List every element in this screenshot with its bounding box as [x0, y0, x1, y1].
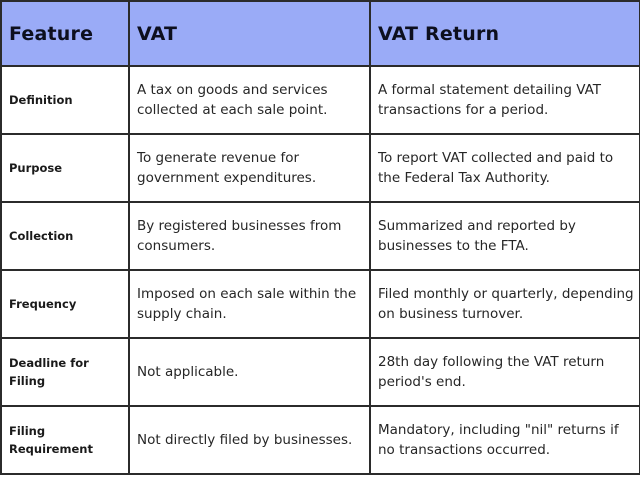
- table-row: [1, 270, 640, 338]
- cell-vat: Not applicable.: [129, 338, 370, 406]
- cell-vat-return: 28th day following the VAT return period's end.: [370, 338, 640, 406]
- cell-vat: Imposed on each sale within the supply chain.: [129, 270, 370, 338]
- table-row: [1, 338, 640, 406]
- table-row: [1, 202, 640, 270]
- table-row: [1, 406, 640, 474]
- header-row: [1, 1, 640, 66]
- header-vat-return: VAT Return: [370, 1, 640, 66]
- cell-vat: By registered businesses from consumers.: [129, 202, 370, 270]
- row-label-filing-requirement: Filing Requirement: [1, 406, 129, 474]
- cell-vat-return: To report VAT collected and paid to the Federal Tax Authority.: [370, 134, 640, 202]
- row-label-purpose: Purpose: [1, 134, 129, 202]
- row-label-collection: Collection: [1, 202, 129, 270]
- row-label-deadline: Deadline for Filing: [1, 338, 129, 406]
- row-label-definition: Definition: [1, 66, 129, 134]
- cell-vat: Not directly filed by businesses.: [129, 406, 370, 474]
- header-feature: Feature: [1, 1, 129, 66]
- cell-vat-return: Summarized and reported by businesses to the FTA.: [370, 202, 640, 270]
- header-vat: VAT: [129, 1, 370, 66]
- cell-vat-return: Filed monthly or quarterly, depending on business turnover.: [370, 270, 640, 338]
- table-row: [1, 66, 640, 134]
- cell-vat-return: A formal statement detailing VAT transactions for a period.: [370, 66, 640, 134]
- table-row: [1, 134, 640, 202]
- cell-vat-return: Mandatory, including "nil" returns if no transactions occurred.: [370, 406, 640, 474]
- row-label-frequency: Frequency: [1, 270, 129, 338]
- cell-vat: To generate revenue for government expenditures.: [129, 134, 370, 202]
- cell-vat: A tax on goods and services collected at each sale point.: [129, 66, 370, 134]
